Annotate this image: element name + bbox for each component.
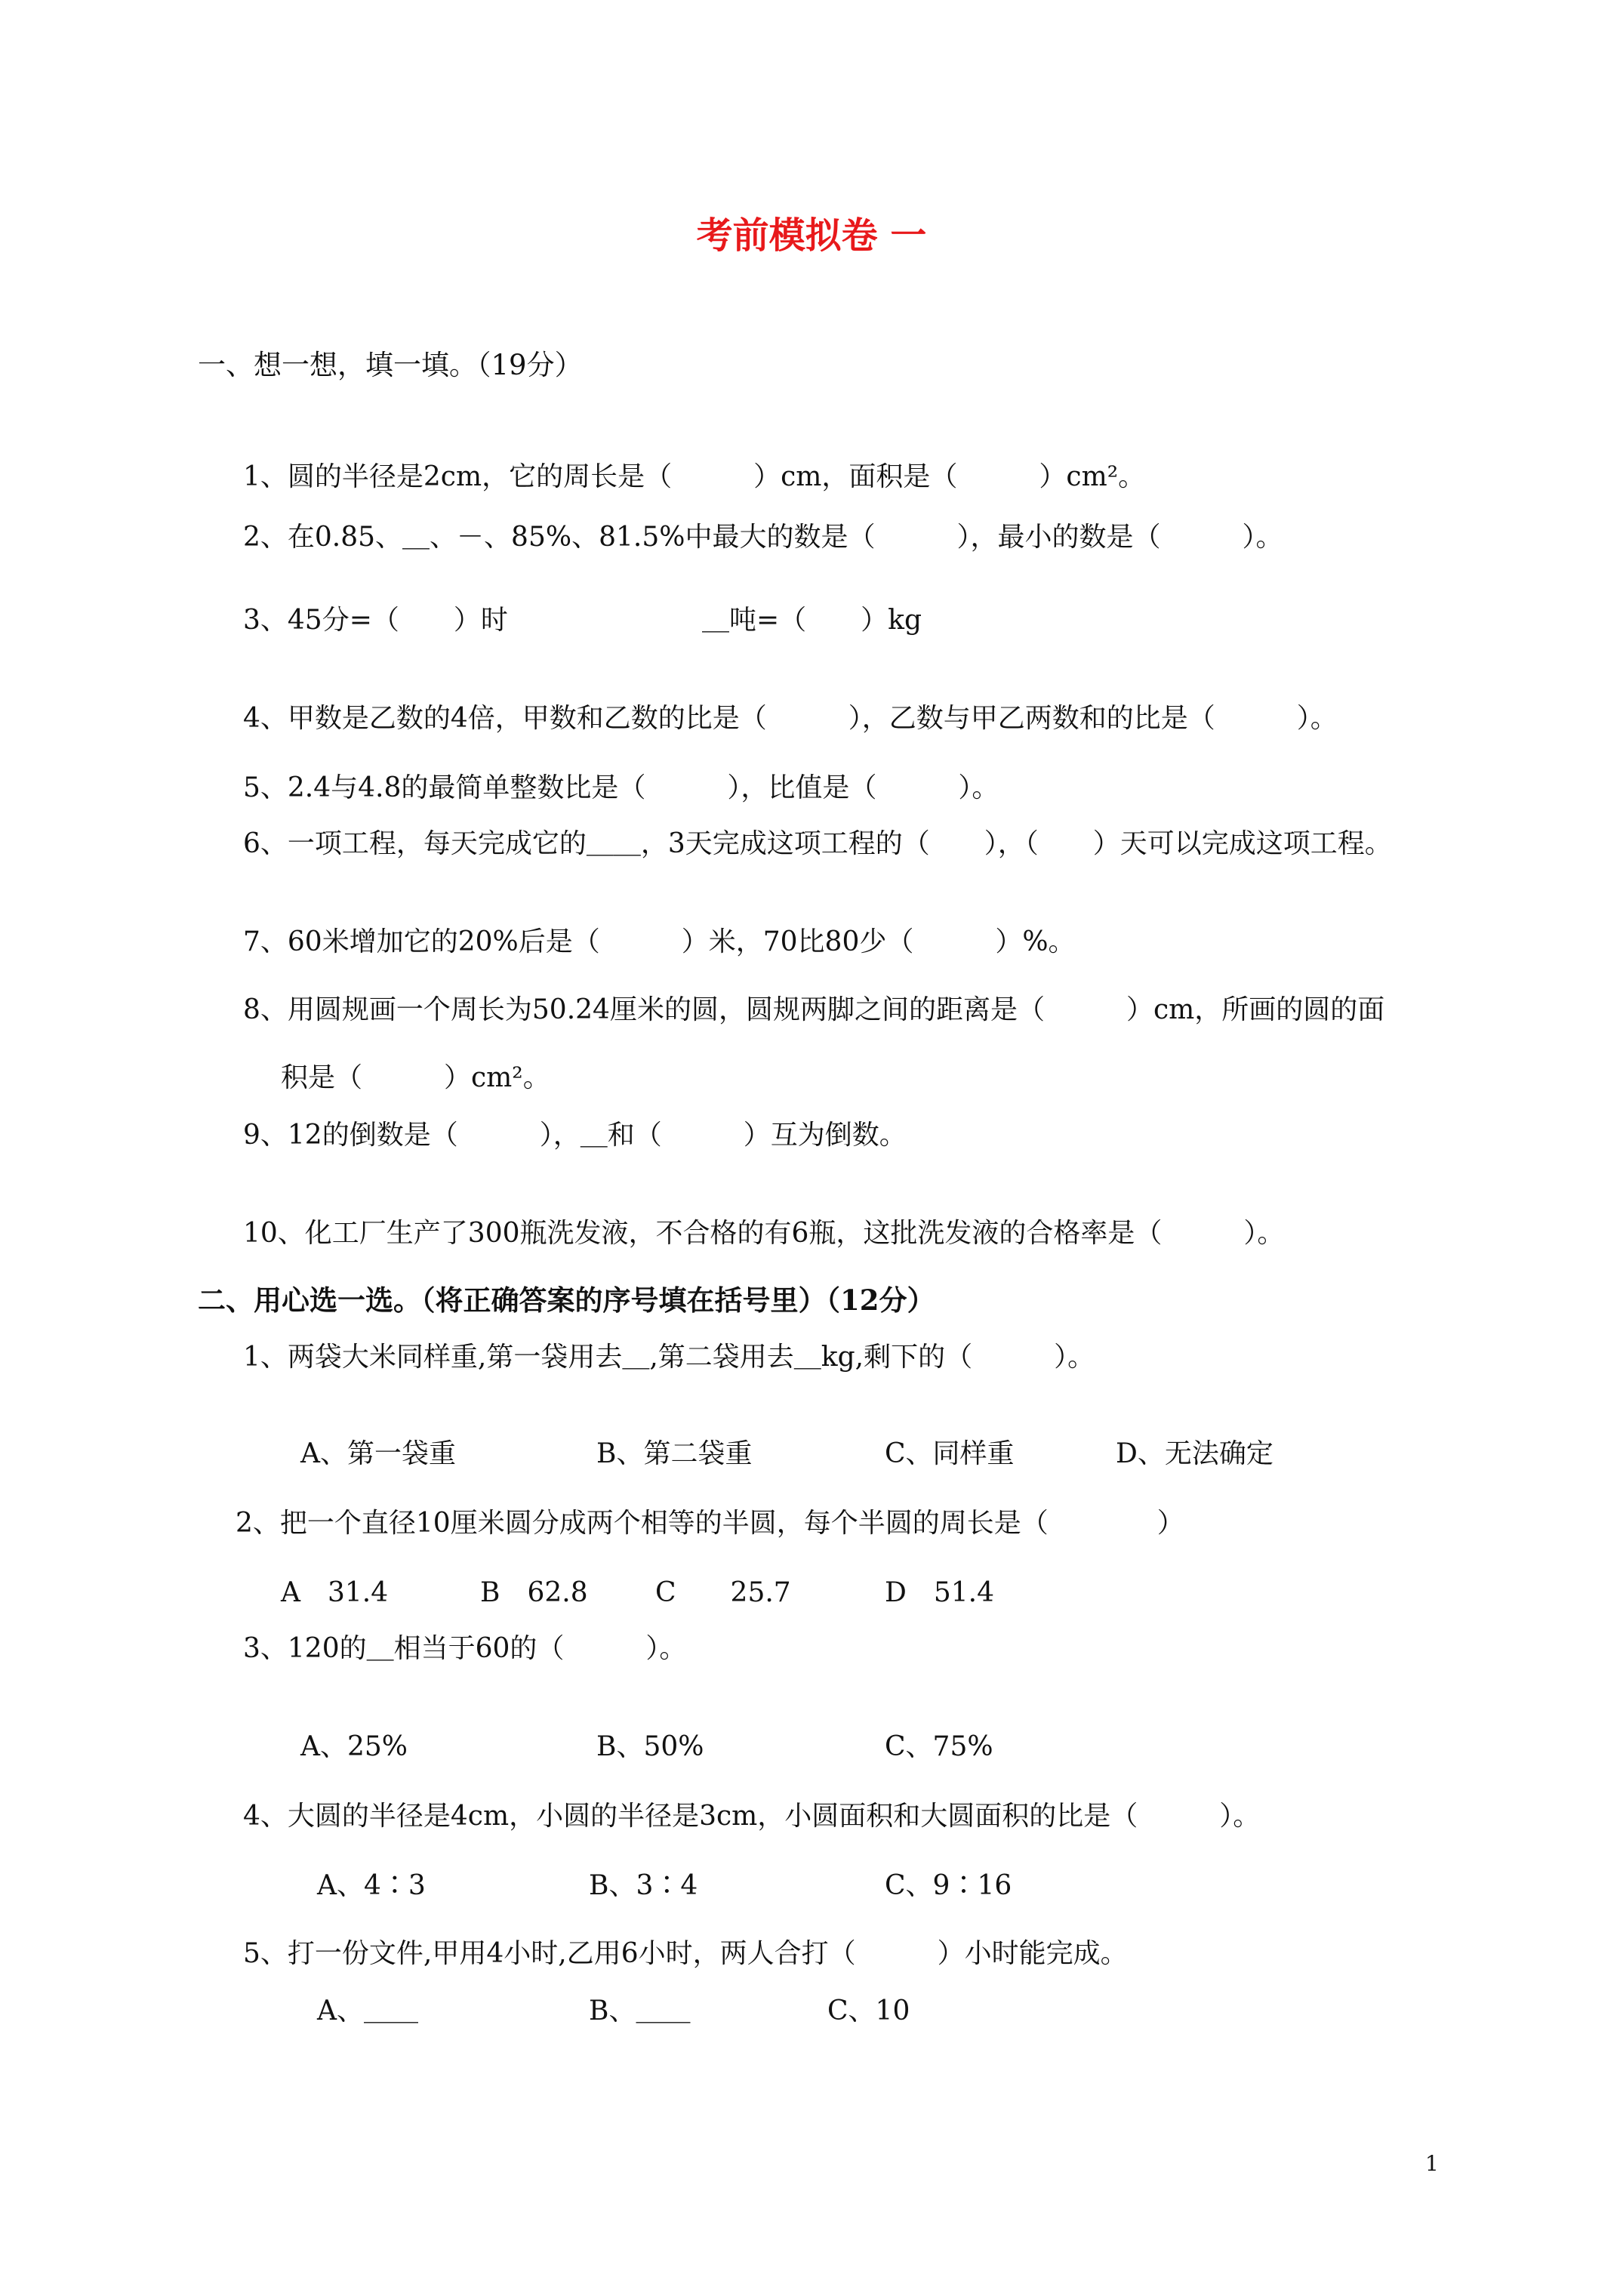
option-2-4-c: C、9∶16 [885, 1870, 1012, 1901]
question-2-2: 2、把一个直径10厘米圆分成两个相等的半圆，每个半圆的周长是（ ） [236, 1508, 1184, 1539]
section-1-heading: 一、想一想，填一填。（19分） [198, 349, 583, 381]
question-1-10: 10、化工厂生产了300瓶洗发液，不合格的有6瓶，这批洗发液的合格率是（ ）。 [243, 1218, 1285, 1249]
option-2-2-d: D 51.4 [885, 1577, 995, 1608]
question-2-5: 5、打一份文件,甲用4小时,乙用6小时，两人合打（ ）小时能完成。 [243, 1938, 1128, 1969]
option-2-2-a: A 31.4 [281, 1577, 389, 1608]
option-2-3-b: B、50% [596, 1731, 704, 1762]
page-number: 1 [1425, 2151, 1439, 2176]
question-1-5: 5、2.4与4.8的最简单整数比是（ ），比值是（ ）。 [243, 772, 999, 803]
question-2-1: 1、两袋大米同样重,第一袋用去＿,第二袋用去＿kg,剩下的（ ）。 [243, 1342, 1095, 1373]
question-1-7: 7、60米增加它的20%后是（ ）米，70比80少（ ）%。 [243, 926, 1076, 957]
option-2-2-b: B 62.8 [480, 1577, 588, 1608]
section-2-heading: 二、用心选一选。（将正确答案的序号填在括号里）（12分） [198, 1284, 935, 1317]
option-2-3-a: A、25% [300, 1731, 408, 1762]
question-1-4: 4、甲数是乙数的4倍，甲数和乙数的比是（ ），乙数与甲乙两数和的比是（ ）。 [243, 703, 1338, 734]
question-1-9: 9、12的倒数是（ ），＿和（ ）互为倒数。 [243, 1120, 907, 1151]
page-title: 考前模拟卷 一 [696, 214, 927, 257]
option-2-5-b: B、＿＿ [589, 1996, 691, 2026]
option-2-3-c: C、75% [885, 1731, 993, 1762]
option-2-1-a: A、第一袋重 [300, 1438, 456, 1469]
option-2-1-d: D、无法确定 [1116, 1438, 1273, 1469]
question-2-4: 4、大圆的半径是4cm，小圆的半径是3cm，小圆面积和大圆面积的比是（ ）。 [243, 1801, 1261, 1832]
option-2-2-c: C 25.7 [655, 1577, 791, 1608]
question-1-3b: ＿吨=（ ）kg [702, 605, 922, 636]
question-1-8a: 8、用圆规画一个周长为50.24厘米的圆，圆规两脚之间的距离是（ ）cm，所画的圆的面 [243, 994, 1385, 1025]
question-1-1: 1、圆的半径是2cm，它的周长是（ ）cm，面积是（ ）cm²。 [243, 461, 1146, 492]
option-2-1-c: C、同样重 [885, 1438, 1015, 1469]
question-1-6: 6、一项工程，每天完成它的＿＿，3天完成这项工程的（ ），（ ）天可以完成这项工程。 [243, 828, 1392, 859]
option-2-5-a: A、＿＿ [317, 1996, 418, 2026]
question-1-8b: 积是（ ）cm²。 [281, 1062, 550, 1093]
option-2-4-a: A、4∶3 [317, 1870, 426, 1901]
option-2-5-c: C、10 [827, 1996, 910, 2026]
question-2-3: 3、120的＿相当于60的（ ）。 [243, 1633, 687, 1664]
question-1-3a: 3、45分=（ ）时 [243, 605, 508, 636]
option-2-4-b: B、3∶4 [589, 1870, 698, 1901]
question-1-2: 2、在0.85、＿、－、85%、81.5%中最大的数是（ ），最小的数是（ ）。 [243, 522, 1283, 553]
option-2-1-b: B、第二袋重 [596, 1438, 753, 1469]
